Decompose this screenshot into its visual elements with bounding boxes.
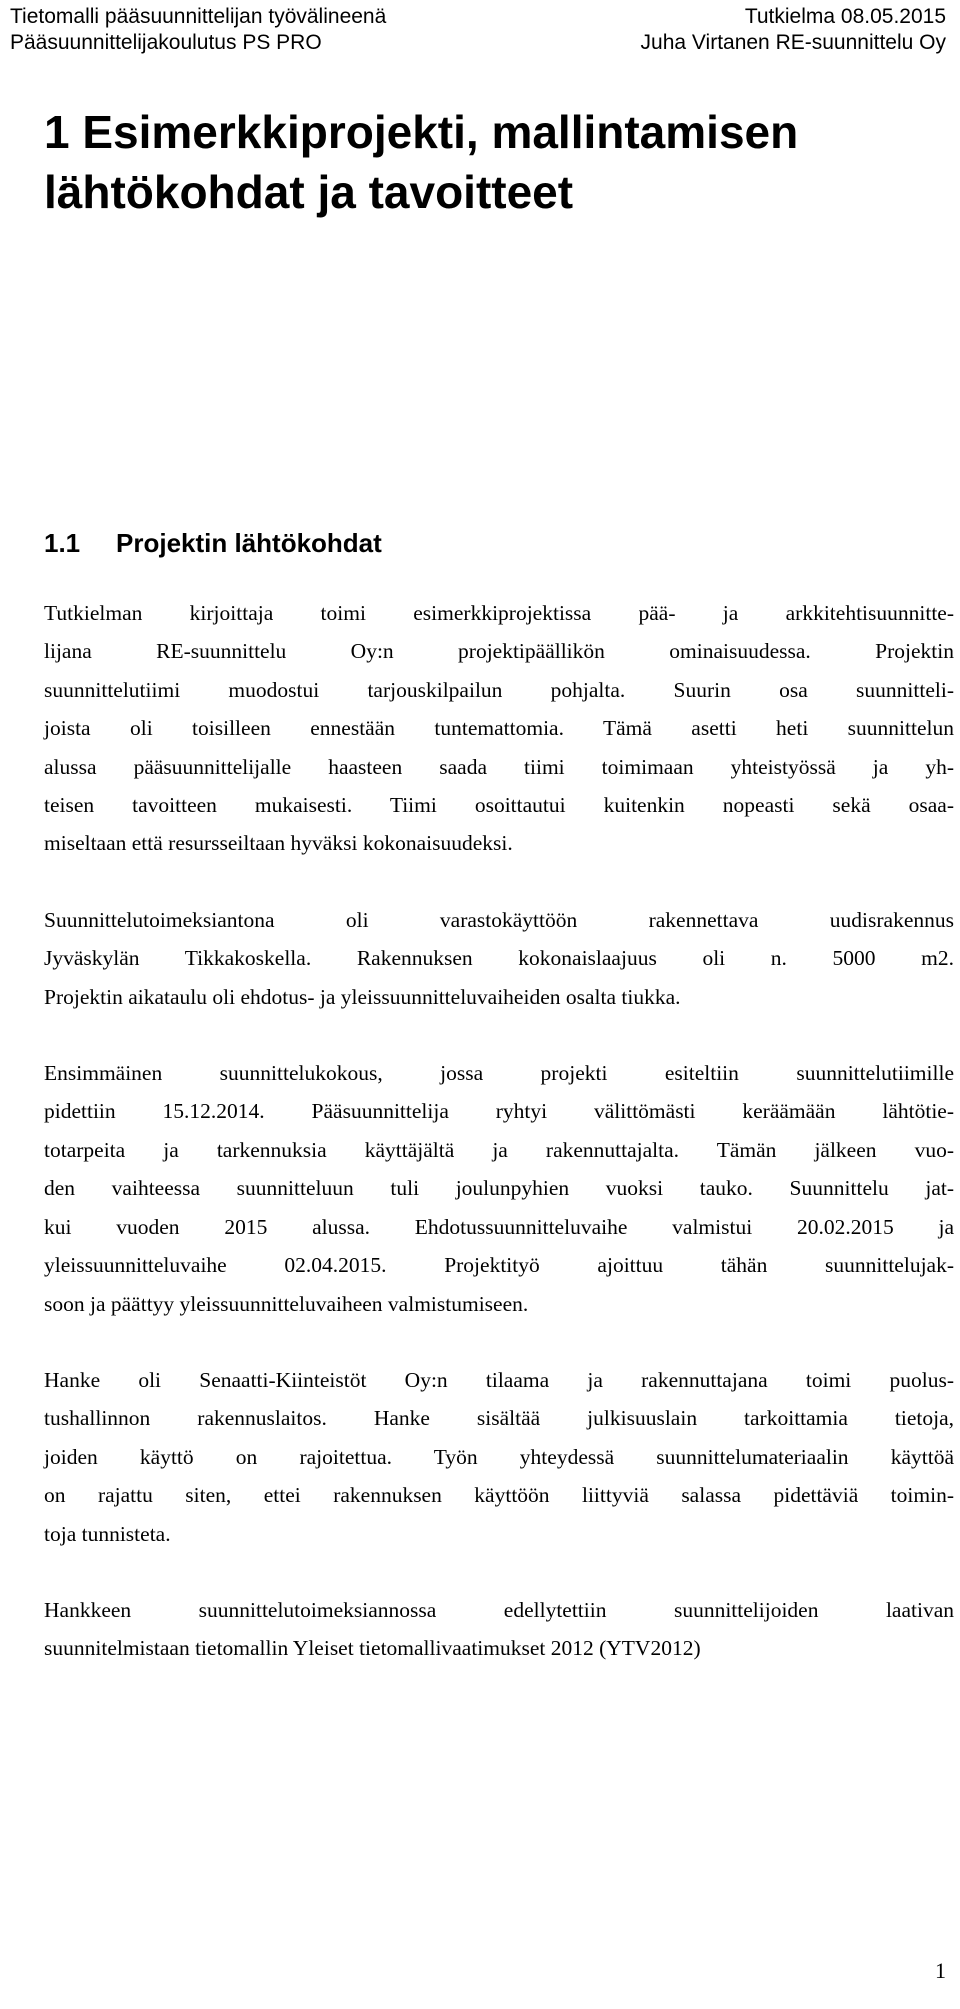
chapter-heading <box>44 102 904 222</box>
paragraph-line: totarpeita ja tarkennuksia käyttäjältä ja rakennuttajalta. Tämän jälkeen vuo- <box>44 1137 954 1162</box>
paragraph-line: Projektin aikataulu oli ehdotus- ja yleissuunnitteluvaiheiden osalta tiukka. <box>44 984 681 1009</box>
paragraph-line: joista oli toisilleen ennestään tuntemattomia. Tämä asetti heti suunnittelun <box>44 716 954 741</box>
section-title-text: Projektin lähtökohdat <box>116 528 382 558</box>
paragraph-line: den vaihteessa suunnitteluun tuli joulunpyhien vuoksi tauko. Suunnittelu jat- <box>44 1176 954 1201</box>
paragraph-line: Jyväskylän Tikkakoskella. Rakennuksen kokonaislaajuus oli n. 5000 m2. <box>44 946 954 971</box>
paragraph-line: suunnitelmistaan tietomallin Yleiset tietomallivaatimukset 2012 (YTV2012) <box>44 1636 701 1661</box>
paragraph-line: lijana RE-suunnittelu Oy:n projektipäällikön ominaisuudessa. Projektin <box>44 639 954 664</box>
paragraph-line: Hankkeen suunnittelutoimeksiannossa edellytettiin suunnittelijoiden laativan <box>44 1597 954 1622</box>
header-document-title: Tietomalli pääsuunnittelijan työvälineenä <box>10 5 387 28</box>
paragraph-line: miseltaan että resursseiltaan hyväksi kokonaisuudeksi. <box>44 831 513 856</box>
section-number: 1.1 <box>44 528 81 558</box>
section-heading <box>44 525 382 561</box>
running-header-right <box>641 4 946 56</box>
header-document-date: Tutkielma 08.05.2015 <box>744 5 946 28</box>
paragraph-line: toja tunnisteta. <box>44 1521 171 1546</box>
paragraph-line: Suunnittelutoimeksiantona oli varastokäyttöön rakennettava uudisrakennus <box>44 907 954 932</box>
paragraph-line: Hanke oli Senaatti-Kiinteistöt Oy:n tilaama ja rakennuttajana toimi puolus- <box>44 1367 954 1392</box>
paragraph-line: on rajattu siten, ettei rakennuksen käyttöön liittyviä salassa pidettäviä toimin- <box>44 1483 954 1508</box>
chapter-heading-line-1: 1 Esimerkkiprojekti, mallintamisen <box>44 106 799 158</box>
body-paragraph <box>44 901 954 1016</box>
paragraph-line: pidettiin 15.12.2014. Pääsuunnittelija ryhtyi välittömästi keräämään lähtötie- <box>44 1099 954 1124</box>
paragraph-line: tushallinnon rakennuslaitos. Hanke sisältää julkisuuslain tarkoittamia tietoja, <box>44 1406 954 1431</box>
body-paragraph <box>44 1591 954 1668</box>
paragraph-line: kui vuoden 2015 alussa. Ehdotussuunnitteluvaihe valmistui 20.02.2015 ja <box>44 1214 954 1239</box>
header-author: Juha Virtanen RE-suunnittelu Oy <box>640 31 946 54</box>
paragraph-line: joiden käyttö on rajoitettua. Työn yhteydessä suunnittelumateriaalin käyttöä <box>44 1444 954 1469</box>
body-text <box>44 594 954 1706</box>
paragraph-line: Ensimmäinen suunnittelukokous, jossa projekti esiteltiin suunnittelutiimille <box>44 1061 954 1086</box>
header-course-name: Pääsuunnittelijakoulutus PS PRO <box>10 31 322 54</box>
chapter-heading-line-2: lähtökohdat ja tavoitteet <box>44 166 574 218</box>
paragraph-line: alussa pääsuunnittelijalle haasteen saada tiimi toimimaan yhteistyössä ja yh- <box>44 754 954 779</box>
paragraph-line: soon ja päättyy yleissuunnitteluvaiheen valmistumiseen. <box>44 1291 529 1316</box>
body-paragraph <box>44 594 954 863</box>
paragraph-line: yleissuunnitteluvaihe 02.04.2015. Projektityö ajoittuu tähän suunnittelujak- <box>44 1253 954 1278</box>
paragraph-line: teisen tavoitteen mukaisesti. Tiimi osoittautui kuitenkin nopeasti sekä osaa- <box>44 793 954 818</box>
body-paragraph <box>44 1054 954 1323</box>
body-paragraph <box>44 1361 954 1553</box>
running-header-left <box>10 4 386 56</box>
paragraph-line: suunnittelutiimi muodostui tarjouskilpailun pohjalta. Suurin osa suunnitteli- <box>44 677 954 702</box>
page-number: 1 <box>935 1958 946 1983</box>
paragraph-line: Tutkielman kirjoittaja toimi esimerkkiprojektissa pää- ja arkkitehtisuunnitte- <box>44 601 954 625</box>
